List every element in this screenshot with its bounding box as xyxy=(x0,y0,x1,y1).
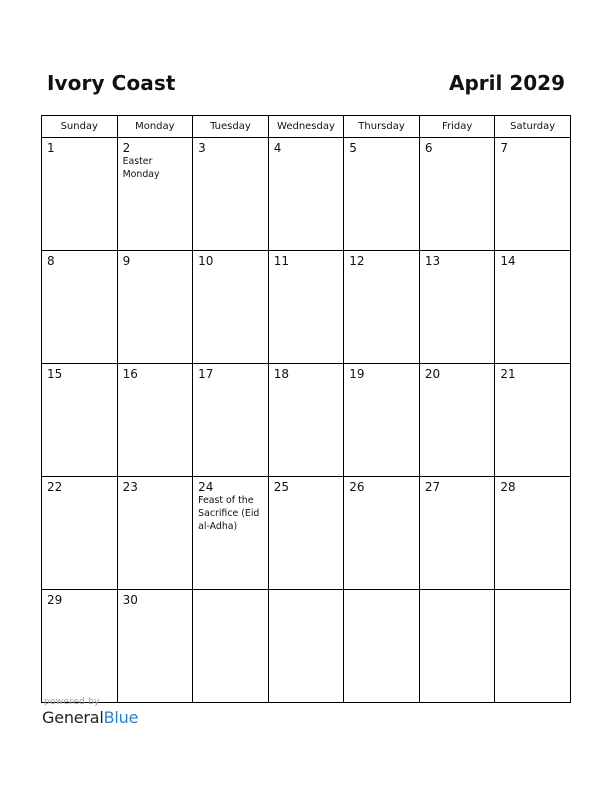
day-cell xyxy=(344,251,420,364)
day-cell xyxy=(344,138,420,251)
weekday-header-row xyxy=(42,116,571,138)
day-cell xyxy=(268,477,344,590)
day-cell xyxy=(193,251,269,364)
day-cell xyxy=(495,364,571,477)
day-cell xyxy=(42,138,118,251)
week-row xyxy=(42,477,571,590)
day-number: 17 xyxy=(198,367,214,381)
week-row xyxy=(42,251,571,364)
day-number: 7 xyxy=(500,141,509,155)
weekday-header: Tuesday xyxy=(193,116,269,138)
day-number: 9 xyxy=(122,254,131,268)
day-cell xyxy=(419,477,495,590)
week-row xyxy=(42,590,571,703)
day-cell xyxy=(268,138,344,251)
weekday-header: Sunday xyxy=(42,116,118,138)
day-cell xyxy=(193,590,269,703)
day-number: 3 xyxy=(198,141,206,155)
day-cell xyxy=(268,590,344,703)
day-cell xyxy=(117,251,193,364)
day-number: 13 xyxy=(424,254,441,268)
day-number: 2 xyxy=(122,141,131,155)
day-number: 10 xyxy=(198,254,214,268)
day-cell xyxy=(419,138,495,251)
day-number: 28 xyxy=(500,480,516,494)
day-number: 23 xyxy=(122,480,138,494)
day-cell xyxy=(42,590,118,703)
holiday-label: Feast of the Sacrifice (Eid al-Adha) xyxy=(198,495,260,532)
weekday-header: Friday xyxy=(419,116,495,138)
day-number: 8 xyxy=(47,254,55,268)
day-number: 18 xyxy=(273,367,289,381)
day-cell xyxy=(193,364,269,477)
day-cell xyxy=(495,477,571,590)
day-number: 21 xyxy=(500,367,516,381)
powered-by-label: powered by xyxy=(44,697,100,707)
month-year-title: April 2029 xyxy=(449,71,565,95)
day-cell xyxy=(344,364,420,477)
day-cell xyxy=(268,364,344,477)
day-cell xyxy=(268,251,344,364)
weekday-header: Monday xyxy=(117,116,193,138)
day-cell xyxy=(495,138,571,251)
day-number: 29 xyxy=(47,593,63,607)
day-cell xyxy=(495,590,571,703)
day-number: 6 xyxy=(424,141,433,155)
day-cell xyxy=(419,364,495,477)
week-row xyxy=(42,364,571,477)
day-cell xyxy=(419,590,495,703)
brand-general-text: General xyxy=(42,708,104,727)
day-number: 20 xyxy=(424,367,441,381)
day-number: 5 xyxy=(349,141,357,155)
day-number: 1 xyxy=(47,141,55,155)
day-number: 25 xyxy=(273,480,289,494)
day-number: 15 xyxy=(47,367,63,381)
day-number: 22 xyxy=(47,480,63,494)
day-number: 27 xyxy=(424,480,441,494)
holiday-label: Easter Monday xyxy=(122,156,160,180)
day-cell xyxy=(42,251,118,364)
weekday-header: Wednesday xyxy=(268,116,344,138)
day-number: 12 xyxy=(349,254,365,268)
day-cell xyxy=(419,251,495,364)
day-number: 26 xyxy=(349,480,365,494)
day-number: 16 xyxy=(122,367,138,381)
weekday-header: Thursday xyxy=(344,116,420,138)
day-number: 19 xyxy=(349,367,365,381)
country-title: Ivory Coast xyxy=(47,71,176,95)
brand-blue-text: Blue xyxy=(103,708,139,727)
day-cell xyxy=(344,477,420,590)
day-cell xyxy=(42,364,118,477)
day-number: 11 xyxy=(273,254,289,268)
day-number: 14 xyxy=(500,254,516,268)
calendar-grid xyxy=(41,115,571,703)
week-row xyxy=(42,138,571,251)
weekday-header: Saturday xyxy=(495,116,571,138)
day-cell xyxy=(193,138,269,251)
generalblue-logo xyxy=(42,708,138,727)
day-number: 4 xyxy=(273,141,282,155)
day-cell xyxy=(117,138,193,251)
day-cell xyxy=(42,477,118,590)
day-cell xyxy=(193,477,269,590)
day-cell xyxy=(495,251,571,364)
day-cell xyxy=(344,590,420,703)
day-number: 24 xyxy=(198,480,214,494)
day-cell xyxy=(117,364,193,477)
day-cell xyxy=(117,477,193,590)
day-cell xyxy=(117,590,193,703)
day-number: 30 xyxy=(122,593,138,607)
